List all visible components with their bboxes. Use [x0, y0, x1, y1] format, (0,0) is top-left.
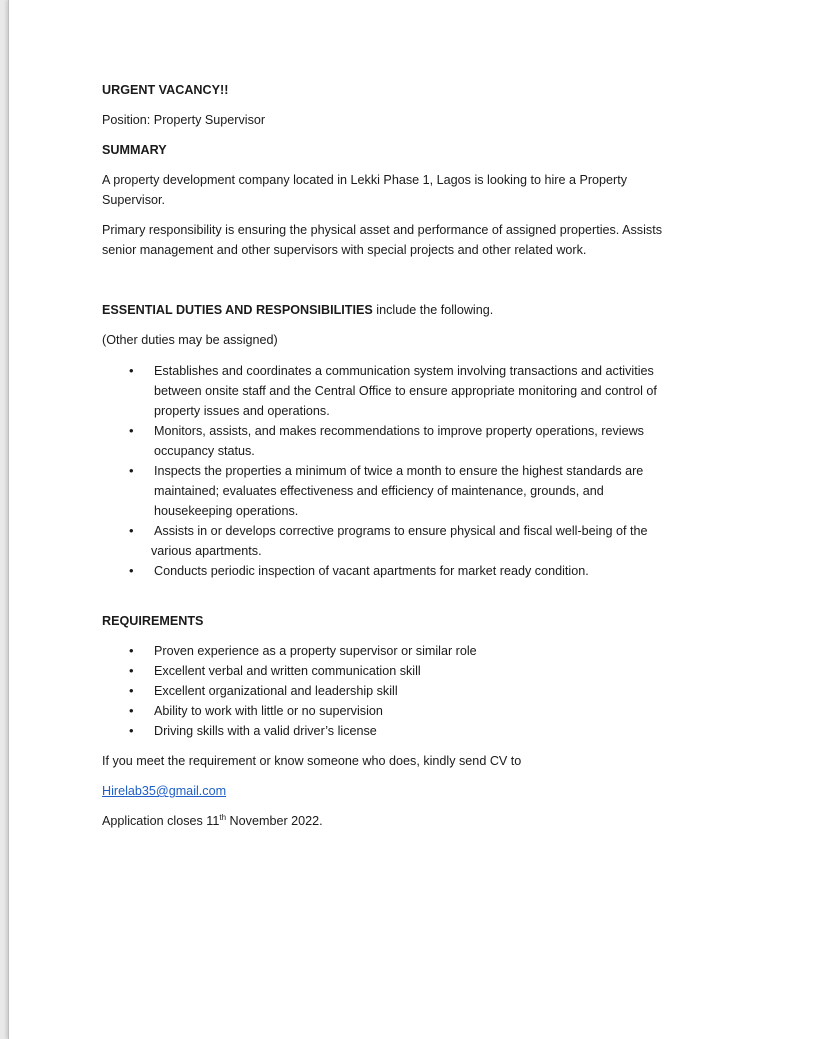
list-item: • Proven experience as a property supervisor or similar role: [102, 641, 742, 661]
duties-heading-suffix: include the following.: [372, 303, 494, 317]
page-title: URGENT VACANCY!!: [102, 83, 229, 97]
duty-1-line-1: Establishes and coordinates a communication system involving transactions and activities: [154, 364, 654, 378]
duties-list: [102, 361, 742, 581]
list-item: [102, 361, 742, 421]
duties-heading-line: [102, 300, 742, 320]
duties-note: (Other duties may be assigned): [102, 333, 278, 347]
list-item: [102, 561, 742, 581]
list-item: • Driving skills with a valid driver’s license: [102, 721, 742, 741]
summary-paragraph-1: [102, 170, 742, 210]
contact-email-line: [102, 781, 742, 801]
closing-superscript: th: [219, 813, 227, 822]
position-line: Position: Property Supervisor: [102, 113, 266, 127]
duty-3-line-1: Inspects the properties a minimum of twice a month to ensure the highest standards are: [154, 464, 644, 478]
list-item: • Excellent verbal and written communication skill: [102, 661, 742, 681]
list-item: • Ability to work with little or no supervision: [102, 701, 742, 721]
duty-1-line-2: between onsite staff and the Central Office to ensure appropriate monitoring and control of: [154, 384, 657, 398]
summary-p2-line-2: senior management and other supervisors with special projects and other related work.: [102, 243, 587, 257]
document-content: [102, 80, 742, 831]
closing-prefix: Application closes 11: [102, 814, 220, 828]
list-item: • Excellent organizational and leadership skill: [102, 681, 742, 701]
closing-suffix: November 2022.: [226, 814, 323, 828]
document-page: [8, 0, 828, 1039]
duty-3-line-2: maintained; evaluates effectiveness and efficiency of maintenance, grounds, and: [154, 484, 604, 498]
email-link[interactable]: Hirelab35@gmail.com: [102, 784, 227, 798]
requirements-list: [102, 641, 742, 741]
summary-p1-line-2: Supervisor.: [102, 193, 165, 207]
summary-heading: SUMMARY: [102, 143, 167, 157]
summary-p2-line-1: Primary responsibility is ensuring the physical asset and performance of assigned properties. Assists: [102, 223, 662, 237]
duty-2-line-2: occupancy status.: [154, 444, 255, 458]
duty-4-line-2: various apartments.: [151, 544, 262, 558]
closing-line: [102, 811, 742, 831]
duty-1-line-3: property issues and operations.: [154, 404, 330, 418]
list-item: [102, 421, 742, 461]
duty-3-line-3: housekeeping operations.: [154, 504, 299, 518]
duties-heading: ESSENTIAL DUTIES AND RESPONSIBILITIES: [102, 303, 373, 317]
list-item: [102, 521, 742, 561]
list-item: [102, 461, 742, 521]
duty-5-line-1: Conducts periodic inspection of vacant apartments for market ready condition.: [154, 564, 589, 578]
summary-p1-line-1: A property development company located in Lekki Phase 1, Lagos is looking to hire a Property: [102, 173, 628, 187]
contact-text: If you meet the requirement or know someone who does, kindly send CV to: [102, 754, 522, 768]
summary-paragraph-2: [102, 220, 742, 260]
duty-2-line-1: Monitors, assists, and makes recommendations to improve property operations, reviews: [154, 424, 644, 438]
requirements-heading: REQUIREMENTS: [102, 614, 204, 628]
duty-4-line-1: Assists in or develops corrective programs to ensure physical and fiscal well-being of the: [154, 524, 648, 538]
